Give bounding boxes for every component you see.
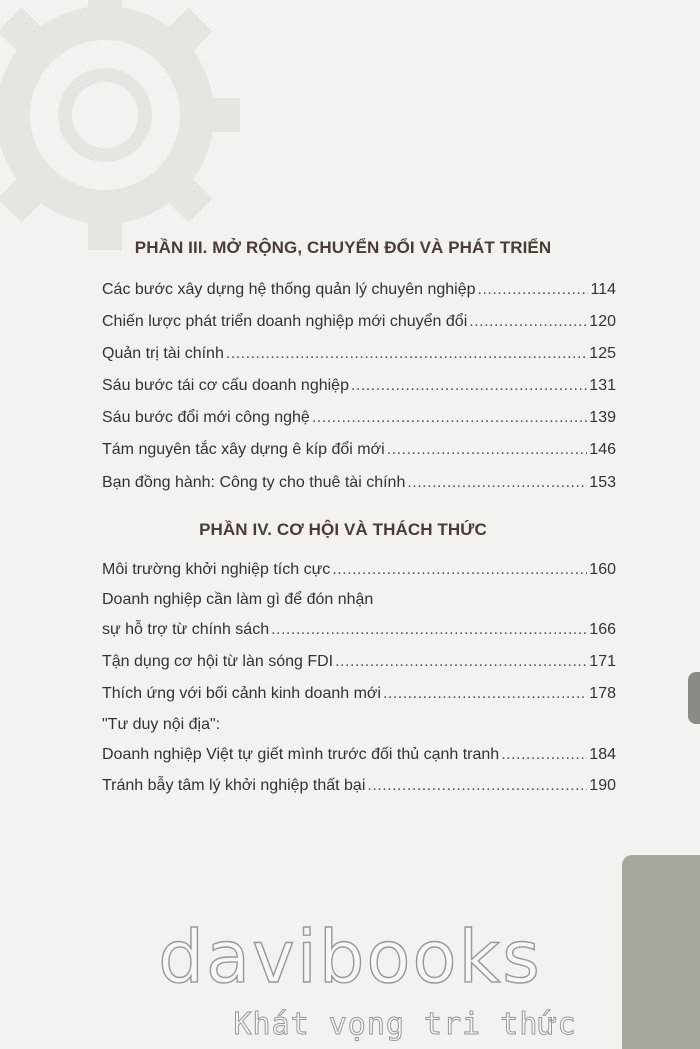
entry-page: 125 — [589, 345, 616, 362]
toc-entry[interactable] — [102, 560, 616, 580]
toc-entry[interactable] — [102, 590, 616, 640]
page-edge-bump — [688, 672, 700, 724]
toc-entry[interactable] — [102, 280, 616, 300]
entry-page: 114 — [590, 281, 616, 298]
entry-title: sự hỗ trợ từ chính sách — [102, 621, 270, 638]
entry-title-line1: Doanh nghiệp cần làm gì để đón nhận — [102, 591, 374, 608]
entry-title: Tám nguyên tắc xây dựng ê kíp đổi mới — [102, 441, 385, 458]
entry-page: 160 — [589, 561, 616, 578]
entry-title: Môi trường khởi nghiệp tích cực — [102, 561, 331, 578]
toc-entry[interactable] — [102, 684, 616, 704]
entry-page: 190 — [589, 777, 616, 794]
entry-page: 139 — [589, 409, 616, 426]
entry-page: 120 — [589, 313, 616, 330]
entry-title: Quản trị tài chính — [102, 345, 224, 362]
section-heading-part-4: PHẦN IV. CƠ HỘI VÀ THÁCH THỨC — [199, 520, 487, 539]
entry-title: Sáu bước tái cơ cấu doanh nghiệp — [102, 377, 349, 394]
toc-entry[interactable] — [102, 473, 616, 493]
watermark-brand: davibooks — [158, 915, 542, 999]
entry-page: 131 — [589, 377, 616, 394]
dot-leader — [478, 280, 589, 300]
entry-page: 146 — [589, 441, 616, 458]
dot-leader — [335, 652, 587, 672]
entry-page: 178 — [589, 685, 616, 702]
entry-title: Tận dụng cơ hội từ làn sóng FDI — [102, 653, 334, 670]
dot-leader — [501, 745, 587, 765]
entry-title: Thích ứng với bối cảnh kinh doanh mới — [102, 685, 381, 702]
dot-leader — [226, 344, 587, 364]
dot-leader — [312, 408, 587, 428]
toc-entry[interactable] — [102, 376, 616, 396]
entry-title: Chiến lược phát triển doanh nghiệp mới chuyển đổi — [102, 313, 468, 330]
dot-leader — [351, 376, 587, 396]
entry-page: 184 — [589, 746, 616, 763]
entry-page: 166 — [589, 621, 616, 638]
dot-leader — [407, 473, 587, 493]
entry-title: Bạn đồng hành: Công ty cho thuê tài chính — [102, 474, 406, 491]
entry-title-line1: "Tư duy nội địa": — [102, 716, 221, 733]
watermark-tagline: Khát vọng tri thức — [233, 1007, 577, 1042]
entry-page: 153 — [589, 474, 616, 491]
dot-leader — [469, 312, 587, 332]
toc-entry[interactable] — [102, 408, 616, 428]
entry-page: 171 — [589, 653, 616, 670]
toc-entry[interactable] — [102, 344, 616, 364]
toc-entry[interactable] — [102, 312, 616, 332]
entry-title: Các bước xây dựng hệ thống quản lý chuyên nghiệp — [102, 281, 476, 298]
toc-entry[interactable] — [102, 715, 616, 765]
dot-leader — [367, 776, 587, 796]
dot-leader — [271, 620, 587, 640]
entry-title: Doanh nghiệp Việt tự giết mình trước đối thủ cạnh tranh — [102, 746, 500, 763]
toc-entry[interactable] — [102, 440, 616, 460]
dot-leader — [383, 684, 587, 704]
section-heading-part-3: PHẦN III. MỞ RỘNG, CHUYỂN ĐỔI VÀ PHÁT TRIỂN — [134, 238, 552, 257]
entry-title: Tránh bẫy tâm lý khởi nghiệp thất bại — [102, 777, 366, 794]
dot-leader — [387, 440, 588, 460]
toc-entry[interactable] — [102, 652, 616, 672]
dot-leader — [332, 560, 587, 580]
toc-entry[interactable] — [102, 776, 616, 796]
entry-title: Sáu bước đổi mới công nghệ — [102, 409, 310, 426]
gear-icon — [0, 0, 250, 260]
